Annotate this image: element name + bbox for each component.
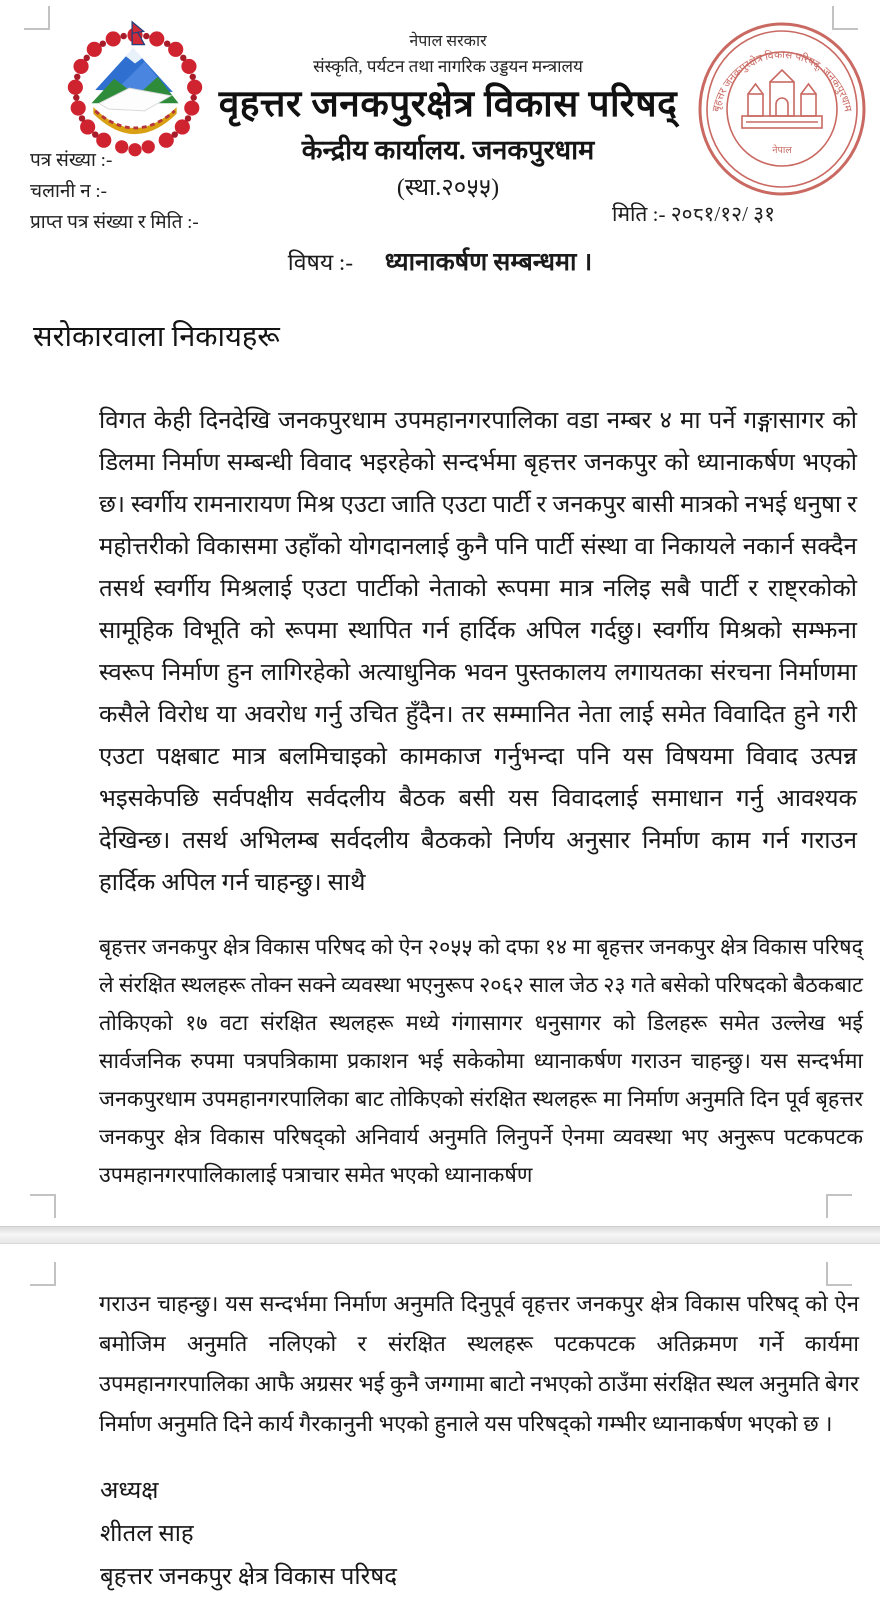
subject-text: ध्यानाकर्षण सम्बन्धमा । [384,249,593,276]
signatory-organization: बृहत्तर जनकपुर क्षेत्र विकास परिषद [100,1564,398,1590]
nepal-flag-icon [132,22,144,45]
received-letter-label: प्राप्त पत्र संख्या र मिति :- [30,212,199,233]
letter-number-label: पत्र संख्या :- [30,150,113,171]
date-value: २०८१/१२/ ३१ [670,202,776,226]
page1-bottom-left-crop-mark [30,1194,56,1218]
signatory-name: शीतल साह [100,1521,194,1547]
page2-top-left-crop-mark [30,1262,56,1286]
stamp-bottom-text: नेपाल [772,146,792,156]
signature-block [100,1470,397,1599]
office-stamp [696,20,868,198]
page1-bottom-right-crop-mark [826,1194,852,1218]
government-line: नेपाल सरकार [409,33,487,50]
salutation: सरोकारवाला निकायहरू [33,321,280,353]
date-row [612,200,775,228]
signatory-title: अध्यक्ष [100,1478,159,1504]
page-break-separator [0,1226,880,1244]
ministry-line: संस्कृति, पर्यटन तथा नागरिक उड्डयन मन्त्रालय [313,57,583,76]
organization-title: वृहत्तर जनकपुरक्षेत्र विकास परिषद् [218,84,678,125]
stamp-temple-icon [742,70,822,128]
body-paragraph-3: गराउन चाहन्छु। यस सन्दर्भमा निर्माण अनुमति दिनुपूर्व वृहत्तर जनकपुर क्षेत्र विकास परिषद् को ऐन बमोजिम अनुमति नलिएको र संरक्षित स्थलहरू पटकपटक अतिक्रमण गर्ने कार्यमा उपमहानगरपालिका आफै अग्रसर भई कुनै जग्गामा बाटो नभएको ठाउँमा संरक्षित स्थल अनुमति बेगर निर्माण अनुमति दिने कार्य गैरकानुनी भएको हुनाले यस परिषद्को गम्भीर ध्यानाकर्षण भएको छ । [99,1291,859,1436]
stamp-arc-text: बृहत्तर जनकपुरक्षेत्र विकास परिषद्, जनकपुरधाम [711,49,853,113]
established-year: (स्था.२०५५) [396,175,500,201]
page1-top-left-crop-mark [24,6,50,30]
date-label: मिति :- [612,202,666,226]
nepal-emblem-logo [56,20,214,162]
page2-top-right-crop-mark [826,1262,852,1286]
body-paragraph-2: बृहत्तर जनकपुर क्षेत्र विकास परिषद को ऐन २०५५ को दफा १४ मा बृहत्तर जनकपुर क्षेत्र विकास परिषद् ले संरक्षित स्थलहरू तोक्न सक्ने व्यवस्था भएनुरूप २०६२ साल जेठ २३ गते बसेको परिषदको बैठकबाट तोकिएको १७ वटा संरक्षित स्थलहरू मध्ये गंगासागर धनुसागर को डिलहरू समेत उल्लेख भई सार्वजनिक रुपमा पत्रपत्रिकामा प्रकाशन भई सकेकोमा ध्यानाकर्षण गराउन चाहन्छु। यस सन्दर्भमा जनकपुरधाम उपमहानगरपालिका बाट तोकिएको संरक्षित स्थलहरू मा निर्माण अनुमति दिन पूर्व बृहत्तर जनकपुर क्षेत्र विकास परिषद्को अनिवार्य अनुमति लिनुपर्ने ऐनमा व्यवस्था भए अनुरूप पटकपटक उपमहानगरपालिकालाई पत्राचार समेत भएको ध्यानाकर्षण [99,935,863,1187]
subject-row [0,244,880,278]
office-line: केन्द्रीय कार्यालय. जनकपुरधाम [301,135,595,165]
letter-meta-fields [30,146,199,239]
subject-label: विषय :- [287,250,353,275]
body-paragraph-1: विगत केही दिनदेखि जनकपुरधाम उपमहानगरपालिका वडा नम्बर ४ मा पर्ने गङ्गासागर को डिलमा निर्माण सम्बन्धी विवाद भइरहेको सन्दर्भमा बृहत्तर जनकपुर को ध्यानाकर्षण भएको छ। स्वर्गीय रामनारायण मिश्र एउटा जाति एउटा पार्टी र जनकपुर बासी मात्रको नभई धनुषा र महोत्तरीको विकासमा उहाँको योगदानलाई कुनै पनि पार्टी संस्था वा निकायले नकार्न सक्दैन तसर्थ स्वर्गीय मिश्रलाई एउटा पार्टीको नेताको रूपमा मात्र नलिइ सबै पार्टी र राष्ट्रकोको सामूहिक विभूति को रूपमा स्थापित गर्न हार्दिक अपिल गर्दछु। स्वर्गीय मिश्रको सम्झना स्वरूप निर्माण हुन लागिरहेको अत्याधुनिक भवन पुस्तकालय लगायतका संरचना निर्माणमा कसैले विरोध या अवरोध गर्नु उचित हुँदैन। तर सम्मानित नेता लाई समेत विवादित हुने गरी एउटा पक्षबाट मात्र बलमिचाइको कामकाज गर्नुभन्दा पनि यस विषयमा विवाद उत्पन्न भइसकेपछि सर्वपक्षीय सर्वदलीय बैठक बसी यस विवादलाई समाधान गर्नु आवश्यक देखिन्छ। तसर्थ अभिलम्ब सर्वदलीय बैठकको निर्णय अनुसार निर्माण काम गर्न गराउन हार्दिक अपिल गर्न चाहन्छु। साथै [99,408,857,896]
dispatch-number-label: चलानी न :- [30,181,107,202]
letterhead [213,30,683,206]
